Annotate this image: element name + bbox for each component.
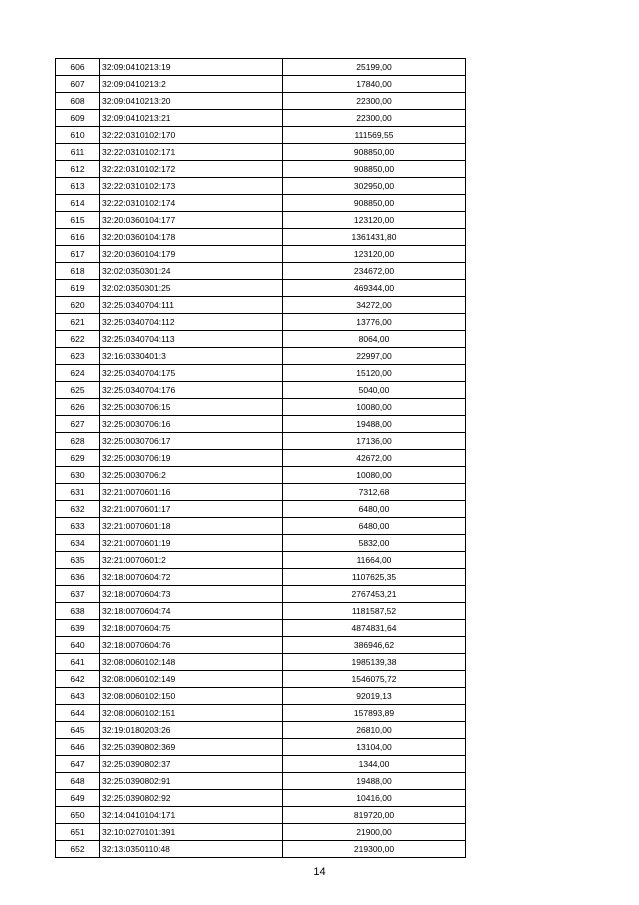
table-row	[56, 705, 466, 722]
cadastral-number-cell: 32:18:0070604:72	[100, 569, 283, 586]
table-row	[56, 756, 466, 773]
cadastral-value-cell: 17840,00	[283, 76, 466, 93]
row-number-cell: 648	[56, 773, 100, 790]
table-row	[56, 603, 466, 620]
cadastral-number-cell: 32:25:0030706:15	[100, 399, 283, 416]
cadastral-value-cell: 908850,00	[283, 161, 466, 178]
cadastral-value-cell: 2767453,21	[283, 586, 466, 603]
cadastral-number-cell: 32:25:0340704:111	[100, 297, 283, 314]
cadastral-number-cell: 32:25:0030706:2	[100, 467, 283, 484]
cadastral-number-cell: 32:22:0310102:170	[100, 127, 283, 144]
table-row	[56, 671, 466, 688]
table-row	[56, 501, 466, 518]
table-row	[56, 331, 466, 348]
table-row	[56, 637, 466, 654]
cadastral-number-cell: 32:21:0070601:2	[100, 552, 283, 569]
cadastral-value-cell: 10080,00	[283, 467, 466, 484]
table-row	[56, 620, 466, 637]
cadastral-value-cell: 1546075,72	[283, 671, 466, 688]
row-number-cell: 631	[56, 484, 100, 501]
row-number-cell: 623	[56, 348, 100, 365]
table-row	[56, 739, 466, 756]
row-number-cell: 626	[56, 399, 100, 416]
row-number-cell: 649	[56, 790, 100, 807]
row-number-cell: 641	[56, 654, 100, 671]
cadastral-number-cell: 32:14:0410104:171	[100, 807, 283, 824]
row-number-cell: 614	[56, 195, 100, 212]
table-row	[56, 178, 466, 195]
row-number-cell: 630	[56, 467, 100, 484]
row-number-cell: 625	[56, 382, 100, 399]
row-number-cell: 643	[56, 688, 100, 705]
table-row	[56, 433, 466, 450]
row-number-cell: 651	[56, 824, 100, 841]
cadastral-number-cell: 32:25:0030706:19	[100, 450, 283, 467]
row-number-cell: 646	[56, 739, 100, 756]
cadastral-number-cell: 32:22:0310102:173	[100, 178, 283, 195]
cadastral-number-cell: 32:21:0070601:16	[100, 484, 283, 501]
table-row	[56, 654, 466, 671]
cadastral-number-cell: 32:09:0410213:21	[100, 110, 283, 127]
table-row	[56, 195, 466, 212]
table-row	[56, 263, 466, 280]
row-number-cell: 615	[56, 212, 100, 229]
cadastral-number-cell: 32:25:0340704:175	[100, 365, 283, 382]
cadastral-number-cell: 32:08:0060102:149	[100, 671, 283, 688]
row-number-cell: 624	[56, 365, 100, 382]
row-number-cell: 637	[56, 586, 100, 603]
cadastral-number-cell: 32:21:0070601:17	[100, 501, 283, 518]
row-number-cell: 636	[56, 569, 100, 586]
table-row	[56, 841, 466, 858]
cadastral-number-cell: 32:25:0390802:92	[100, 790, 283, 807]
row-number-cell: 622	[56, 331, 100, 348]
row-number-cell: 642	[56, 671, 100, 688]
cadastral-number-cell: 32:21:0070601:19	[100, 535, 283, 552]
table-row	[56, 110, 466, 127]
row-number-cell: 607	[56, 76, 100, 93]
cadastral-value-cell: 92019,13	[283, 688, 466, 705]
cadastral-value-cell: 908850,00	[283, 144, 466, 161]
cadastral-value-cell: 34272,00	[283, 297, 466, 314]
cadastral-value-cell: 5832,00	[283, 535, 466, 552]
cadastral-value-cell: 7312,68	[283, 484, 466, 501]
cadastral-number-cell: 32:25:0030706:17	[100, 433, 283, 450]
row-number-cell: 617	[56, 246, 100, 263]
row-number-cell: 633	[56, 518, 100, 535]
cadastral-value-cell: 15120,00	[283, 365, 466, 382]
cadastral-number-cell: 32:25:0390802:37	[100, 756, 283, 773]
table-row	[56, 144, 466, 161]
table-row	[56, 688, 466, 705]
cadastral-value-cell: 19488,00	[283, 416, 466, 433]
cadastral-number-cell: 32:09:0410213:20	[100, 93, 283, 110]
row-number-cell: 645	[56, 722, 100, 739]
row-number-cell: 638	[56, 603, 100, 620]
table-row	[56, 807, 466, 824]
row-number-cell: 628	[56, 433, 100, 450]
cadastral-value-cell: 13776,00	[283, 314, 466, 331]
cadastral-value-cell: 22300,00	[283, 93, 466, 110]
cadastral-value-cell: 25199,00	[283, 59, 466, 76]
cadastral-number-cell: 32:25:0340704:176	[100, 382, 283, 399]
cadastral-value-cell: 1181587,52	[283, 603, 466, 620]
row-number-cell: 608	[56, 93, 100, 110]
cadastral-number-cell: 32:09:0410213:19	[100, 59, 283, 76]
cadastral-value-cell: 11664,00	[283, 552, 466, 569]
cadastral-value-cell: 1361431,80	[283, 229, 466, 246]
cadastral-number-cell: 32:22:0310102:174	[100, 195, 283, 212]
cadastral-value-cell: 6480,00	[283, 501, 466, 518]
table-row	[56, 212, 466, 229]
row-number-cell: 650	[56, 807, 100, 824]
cadastral-value-cell: 22300,00	[283, 110, 466, 127]
table-row	[56, 348, 466, 365]
row-number-cell: 644	[56, 705, 100, 722]
cadastral-value-cell: 5040,00	[283, 382, 466, 399]
cadastral-value-cell: 10080,00	[283, 399, 466, 416]
table-row	[56, 365, 466, 382]
cadastral-number-cell: 32:08:0060102:150	[100, 688, 283, 705]
cadastral-number-cell: 32:10:0270101:391	[100, 824, 283, 841]
row-number-cell: 629	[56, 450, 100, 467]
table-row	[56, 76, 466, 93]
row-number-cell: 606	[56, 59, 100, 76]
table-row	[56, 127, 466, 144]
table-row	[56, 297, 466, 314]
table-row	[56, 586, 466, 603]
table-row	[56, 161, 466, 178]
table-row	[56, 773, 466, 790]
cadastral-number-cell: 32:18:0070604:74	[100, 603, 283, 620]
cadastral-number-cell: 32:22:0310102:171	[100, 144, 283, 161]
table-row	[56, 569, 466, 586]
row-number-cell: 627	[56, 416, 100, 433]
cadastral-value-cell: 13104,00	[283, 739, 466, 756]
row-number-cell: 610	[56, 127, 100, 144]
cadastral-value-cell: 6480,00	[283, 518, 466, 535]
cadastral-value-cell: 123120,00	[283, 212, 466, 229]
row-number-cell: 616	[56, 229, 100, 246]
table-row	[56, 246, 466, 263]
table-row	[56, 229, 466, 246]
cadastral-value-cell: 908850,00	[283, 195, 466, 212]
cadastral-value-cell: 123120,00	[283, 246, 466, 263]
cadastral-number-cell: 32:09:0410213:2	[100, 76, 283, 93]
cadastral-number-cell: 32:25:0340704:113	[100, 331, 283, 348]
table-row	[56, 314, 466, 331]
cadastral-number-cell: 32:18:0070604:75	[100, 620, 283, 637]
cadastral-value-cell: 219300,00	[283, 841, 466, 858]
cadastral-number-cell: 32:20:0360104:177	[100, 212, 283, 229]
table-row	[56, 484, 466, 501]
cadastral-number-cell: 32:19:0180203:26	[100, 722, 283, 739]
row-number-cell: 620	[56, 297, 100, 314]
table-row	[56, 280, 466, 297]
cadastral-value-cell: 302950,00	[283, 178, 466, 195]
row-number-cell: 612	[56, 161, 100, 178]
row-number-cell: 609	[56, 110, 100, 127]
cadastral-number-cell: 32:20:0360104:179	[100, 246, 283, 263]
cadastral-value-cell: 42672,00	[283, 450, 466, 467]
cadastral-value-cell: 22997,00	[283, 348, 466, 365]
table-row	[56, 59, 466, 76]
table-row	[56, 467, 466, 484]
cadastral-value-cell: 111569,55	[283, 127, 466, 144]
table-row	[56, 399, 466, 416]
row-number-cell: 635	[56, 552, 100, 569]
row-number-cell: 618	[56, 263, 100, 280]
row-number-cell: 647	[56, 756, 100, 773]
cadastral-value-cell: 19488,00	[283, 773, 466, 790]
table-row	[56, 722, 466, 739]
cadastral-value-cell: 386946,62	[283, 637, 466, 654]
cadastral-number-cell: 32:25:0340704:112	[100, 314, 283, 331]
cadastral-value-cell: 469344,00	[283, 280, 466, 297]
row-number-cell: 619	[56, 280, 100, 297]
cadastral-number-cell: 32:18:0070604:73	[100, 586, 283, 603]
table-row	[56, 382, 466, 399]
row-number-cell: 652	[56, 841, 100, 858]
row-number-cell: 632	[56, 501, 100, 518]
cadastral-number-cell: 32:02:0350301:24	[100, 263, 283, 280]
table-row	[56, 824, 466, 841]
cadastral-value-cell: 17136,00	[283, 433, 466, 450]
cadastral-value-cell: 21900,00	[283, 824, 466, 841]
table-row	[56, 535, 466, 552]
cadastral-number-cell: 32:08:0060102:151	[100, 705, 283, 722]
cadastral-number-cell: 32:18:0070604:76	[100, 637, 283, 654]
cadastral-value-cell: 1344,00	[283, 756, 466, 773]
cadastral-value-cell: 157893,89	[283, 705, 466, 722]
cadastral-value-cell: 1107625,35	[283, 569, 466, 586]
table-row	[56, 93, 466, 110]
row-number-cell: 640	[56, 637, 100, 654]
table-body	[56, 59, 466, 858]
cadastral-value-cell: 26810,00	[283, 722, 466, 739]
cadastral-number-cell: 32:20:0360104:178	[100, 229, 283, 246]
row-number-cell: 621	[56, 314, 100, 331]
cadastral-number-cell: 32:25:0390802:369	[100, 739, 283, 756]
table-row	[56, 552, 466, 569]
cadastral-number-cell: 32:13:0350110:48	[100, 841, 283, 858]
row-number-cell: 639	[56, 620, 100, 637]
table-row	[56, 416, 466, 433]
cadastral-value-cell: 234672,00	[283, 263, 466, 280]
page-number: 14	[313, 866, 326, 878]
cadastral-number-cell: 32:16:0330401:3	[100, 348, 283, 365]
cadastral-value-cell: 10416,00	[283, 790, 466, 807]
cadastral-number-cell: 32:25:0390802:91	[100, 773, 283, 790]
cadastral-value-cell: 4874831,64	[283, 620, 466, 637]
table-row	[56, 450, 466, 467]
cadastral-number-cell: 32:22:0310102:172	[100, 161, 283, 178]
row-number-cell: 613	[56, 178, 100, 195]
table-row	[56, 518, 466, 535]
cadastral-value-cell: 819720,00	[283, 807, 466, 824]
cadastral-number-cell: 32:02:0350301:25	[100, 280, 283, 297]
cadastral-value-cell: 1985139,38	[283, 654, 466, 671]
cadastral-value-cell: 8064,00	[283, 331, 466, 348]
row-number-cell: 611	[56, 144, 100, 161]
row-number-cell: 634	[56, 535, 100, 552]
cadastral-number-cell: 32:08:0060102:148	[100, 654, 283, 671]
table-row	[56, 790, 466, 807]
cadastral-number-cell: 32:21:0070601:18	[100, 518, 283, 535]
cadastral-number-cell: 32:25:0030706:16	[100, 416, 283, 433]
cadastral-value-table	[55, 58, 466, 858]
